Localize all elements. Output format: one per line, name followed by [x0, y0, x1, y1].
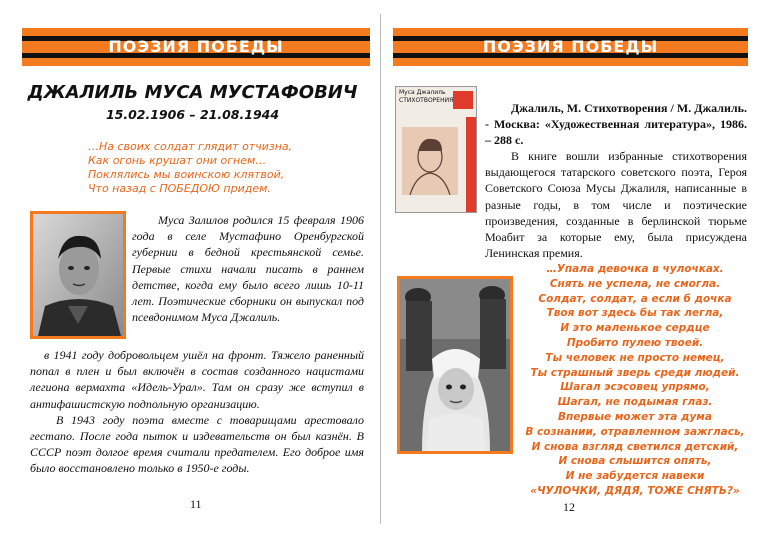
poem-line: Солдат, солдат, а если б дочка [538, 292, 732, 305]
biography-bottom [30, 347, 364, 477]
poem-line: В сознании, отравленном зажглась, [525, 425, 745, 438]
book-description-top [485, 148, 747, 261]
poem-line: Пробито пулею твоей. [566, 336, 704, 349]
author-dates: 15.02.1906 – 21.08.1944 [105, 107, 280, 122]
publisher-logo [453, 91, 473, 109]
poem-line: «ЧУЛОЧКИ, ДЯДЯ, ТОЖЕ СНЯТЬ?» [530, 484, 740, 497]
epigraph-line: Поклялись мы воинскою клятвой, [88, 168, 285, 181]
epigraph-line: …На своих солдат глядит отчизна, [88, 140, 293, 153]
page-divider [380, 14, 381, 524]
portrait-image [33, 214, 123, 336]
biography-top [132, 212, 364, 325]
poem-line: И снова слышится опять, [558, 455, 712, 468]
epigraph [88, 140, 292, 196]
portrait-photo [30, 211, 126, 339]
poem [517, 262, 753, 499]
header-ribbon [393, 28, 748, 66]
page-number: 12 [563, 500, 575, 514]
poem-line: …Упала девочка в чулочках. [546, 263, 724, 275]
poem-line: Снять не успела, не смогла. [549, 277, 721, 290]
poem-line: И не забудется навеки [565, 470, 705, 483]
poem-line: Шагал эсэсовец упрямо, [560, 381, 710, 394]
page-right [385, 0, 760, 537]
poem-line: Шагал, не подымая глаз. [557, 396, 713, 409]
book-cover-illustration [402, 127, 458, 195]
poem-line: Твоя вот здесь бы так легла, [546, 307, 724, 320]
book-citation [485, 100, 747, 149]
header-title: ПОЭЗИЯ ПОБЕДЫ [482, 37, 659, 56]
poem-line: И снова взгляд светился детский, [531, 440, 739, 453]
biography-paragraph: В 1943 году поэта вместе с товарищами арестовало гестапо. После года пыток и издевательств он был казнён. В СССР поэт долгое время считали предателем. Его доброе имя было восстановлено только в 1950-е годы. [30, 412, 364, 476]
epigraph-line: Как огонь крушат они огнем… [88, 154, 267, 167]
biography-paragraph: Муса Залилов родился 15 февраля 1906 года в селе Мустафино Оренбургской губернии в бедной крестьянской семье. Первые стихи начали писать в раннем детстве, когда ему было всего лишь 10-11 лет. Поэтические сборники он выпускал под псевдонимом Муса Джалиль. [132, 213, 364, 325]
book-description-text: В книге вошли избранные стихотворения выдающегося татарского советского поэта, Героя Советского Союза Мусы Джалиля, написанные в разные годы, в том числе и поэтические произведения, созданные в берлинской тюрьме Моабит за которые ему, была присуждена Ленинская премия. [485, 149, 747, 261]
page-left [0, 0, 375, 537]
book-citation-text: Джалиль, М. Стихотворения / М. Джалиль. - Москва: «Художественная литература», 1986. – 288 с. [485, 101, 747, 148]
book-cover [395, 86, 477, 213]
book-cover-title: СТИХОТВОРЕНИЯ [399, 97, 454, 104]
war-photo [397, 276, 513, 454]
epigraph-line: Что назад с ПОБЕДОЮ придем. [88, 182, 271, 195]
header-title: ПОЭЗИЯ ПОБЕДЫ [108, 37, 284, 56]
poem-line: И это маленькое сердце [560, 322, 710, 335]
biography-paragraph: в 1941 году добровольцем ушёл на фронт. Тяжело раненный попал в плен и был включён в состав созданного нацистами легиона вермахта «Идель-Урал». Там он сразу же вступил в антифашистскую подпольную организацию. [30, 348, 364, 411]
header-ribbon [22, 28, 370, 66]
poem-line: Ты человек не просто немец, [545, 351, 725, 364]
war-photo-image [400, 279, 510, 451]
page-number: 11 [190, 497, 202, 511]
poem-line: Впервые может эта дума [558, 410, 712, 423]
book-cover-author: Муса Джалиль [399, 89, 446, 96]
poem-line: Ты страшный зверь среди людей. [530, 366, 740, 379]
author-name: ДЖАЛИЛЬ МУСА МУСТАФОВИЧ [27, 82, 358, 103]
